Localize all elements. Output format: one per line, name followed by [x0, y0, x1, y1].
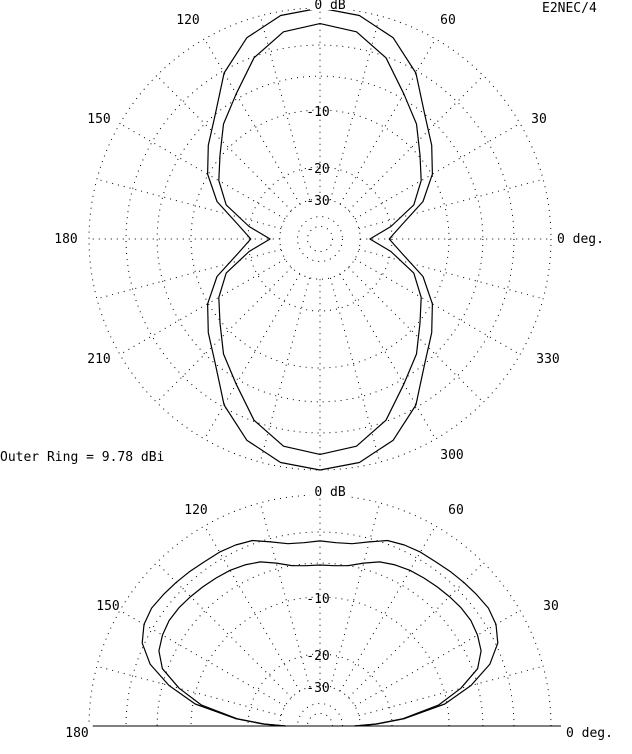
azimuth-angle-label-330: 330 — [536, 352, 560, 367]
elevation-db-label-30: -30 — [306, 680, 330, 696]
azimuth-angle-label-0: 0 deg. — [557, 232, 604, 247]
azimuth-angle-label-180: 180 — [54, 232, 78, 247]
azimuth-angle-label-30: 30 — [531, 112, 547, 127]
azimuth-db-label-30: -30 — [306, 193, 330, 209]
elevation-db-label-0: 0 dB — [314, 485, 346, 500]
elevation-db-label-10: -10 — [306, 592, 330, 608]
elevation-angle-label-120: 120 — [184, 503, 208, 518]
software-label: E2NEC/4 — [542, 1, 597, 16]
elevation-db-label-20: -20 — [306, 648, 330, 664]
elevation-angle-label-150: 150 — [96, 599, 120, 614]
azimuth-angle-label-300: 300 — [440, 448, 464, 463]
azimuth-angle-label-210: 210 — [87, 352, 111, 367]
elevation-angle-label-0: 0 deg. — [566, 726, 613, 741]
azimuth-db-label-0: 0 dB — [314, 0, 346, 13]
azimuth-angle-label-60: 60 — [440, 13, 456, 28]
elevation-angle-label-180: 180 — [65, 726, 89, 741]
azimuth-db-label-10: -10 — [306, 105, 330, 121]
outer-ring-label: Outer Ring = 9.78 dBi — [0, 450, 165, 465]
azimuth-angle-label-120: 120 — [176, 13, 200, 28]
azimuth-db-label-20: -20 — [306, 161, 330, 177]
elevation-angle-label-30: 30 — [543, 599, 559, 614]
azimuth-angle-label-150: 150 — [87, 112, 111, 127]
elevation-angle-label-60: 60 — [448, 503, 464, 518]
